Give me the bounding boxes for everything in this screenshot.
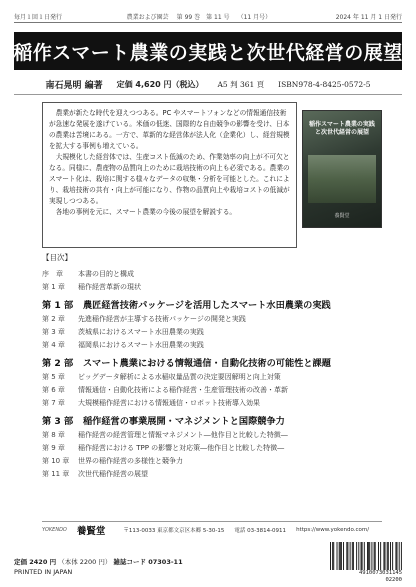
barcode-bar	[362, 542, 363, 570]
chapter-title: 先進稲作経営が主導する技術パッケージの開発と実践	[78, 314, 246, 323]
part-title: 稲作経営の事業展開・マネジメントと国際競争力	[83, 415, 285, 427]
barcode-bar	[375, 542, 376, 570]
toc-part	[42, 295, 382, 312]
chapter-number: 第 2 章	[42, 314, 65, 323]
toc-row	[42, 467, 382, 480]
barcode-bar	[350, 542, 351, 570]
barcode-bar	[383, 542, 384, 570]
barcode-bar	[369, 542, 370, 570]
publisher-url[interactable]: https://www.yokendo.com/	[296, 526, 370, 533]
toc-part	[42, 353, 382, 370]
publisher-address: 〒113-0033 東京都文京区本郷 5-30-15	[123, 527, 225, 534]
barcode-bar	[339, 542, 340, 570]
barcode-bar	[340, 542, 341, 570]
chapter-number: 第 9 章	[42, 443, 65, 452]
title-banner	[14, 32, 402, 70]
publisher-info	[42, 521, 382, 535]
magazine-price: 定価 2420 円	[14, 558, 57, 566]
chapter-number: 第 1 章	[42, 282, 65, 291]
barcode-bar	[371, 542, 372, 570]
barcode-bar	[380, 542, 381, 570]
barcode-number	[330, 570, 402, 584]
issue-month: （11 月号）	[237, 14, 272, 21]
book-meta	[14, 77, 402, 91]
printed-in: PRINTED IN JAPAN	[14, 568, 73, 576]
book-format: A5 判 361 頁	[217, 79, 265, 89]
price-detail: （本体 2200 円）	[58, 558, 112, 566]
barcode-addon-digits: 02200	[385, 577, 402, 583]
chapter-title: 本書の目的と構成	[78, 269, 134, 278]
barcode-bar	[368, 542, 369, 570]
table-of-contents	[42, 252, 382, 480]
barcode-bar	[397, 542, 398, 570]
toc-row	[42, 267, 382, 280]
barcode-bar	[374, 542, 375, 570]
description-paragraph: 大規模化した経営体では、生産コスト低減のため、作業効率の向上が不可欠となる。同様に、農産物の品質向上のために栽培技術の向上も必須である。農業のスマート化は、栽培に関する様々なデータの収集・分析を可能とした。これにより、栽培技術の共有・向上が可能になり、作物の品質向上や栽培コストの低減が実現しつつある。	[49, 153, 290, 205]
isbn: ISBN978-4-8425-0572-5	[278, 79, 371, 89]
barcode-bar	[385, 542, 386, 570]
barcode-bar	[367, 542, 368, 570]
issue-date: 2024 年 11 月 1 日発行	[335, 14, 402, 21]
barcode-bar	[343, 542, 344, 570]
toc-row	[42, 454, 382, 467]
barcode	[330, 542, 402, 570]
toc-row	[42, 370, 382, 383]
chapter-number: 第 10 章	[42, 456, 70, 465]
barcode-bar	[347, 542, 348, 570]
toc-part	[42, 411, 382, 428]
toc-row	[42, 338, 382, 351]
barcode-bar	[341, 542, 342, 570]
chapter-number: 第 11 章	[42, 469, 70, 478]
cover-title: 稲作スマート農業の実践と次世代経営の展望	[309, 121, 375, 136]
barcode-bar	[378, 542, 379, 570]
toc-row	[42, 280, 382, 293]
barcode-bar	[387, 542, 388, 570]
publication-frequency: 毎月１回１日発行	[14, 14, 63, 21]
part-title: 農匠経営技術パッケージを活用したスマート水田農業の実践	[83, 299, 331, 311]
cover-rice-field-image	[308, 155, 376, 203]
part-number: 第 2 部	[42, 357, 74, 369]
book-cover-image	[302, 110, 382, 228]
description-paragraph: 農業が新たな時代を迎えつつある。PC やスマートフォンなどの情報通信技術が急速な発展を遂げている。米価の低迷、国際的な自由競争の影響を受け、日本の農業は苦境にある。一方で、革新的な経営体が法人化（企業化）し、経営規模を拡大する事例も増えている。	[49, 109, 290, 150]
barcode-bar	[337, 542, 338, 570]
toc-row	[42, 383, 382, 396]
book-title: 稲作スマート農業の実践と次世代経営の展望	[13, 41, 403, 64]
barcode-bar	[388, 542, 389, 570]
volume-number: 第 99 巻 第 11 号	[176, 14, 230, 21]
barcode-bar	[401, 542, 402, 570]
chapter-number: 序 章	[42, 269, 63, 278]
toc-heading: 【目次】	[42, 253, 72, 262]
barcode-bar	[395, 542, 396, 570]
description-paragraph: 各地の事例を元に、スマート農業の今後の展望を解説する。	[55, 208, 237, 216]
publisher-logo: YOKENDO	[42, 526, 67, 533]
cover-publisher: 養賢堂	[334, 213, 350, 219]
chapter-title: 福岡県におけるスマート水田農業の実践	[78, 340, 204, 349]
author: 南石晃明 編著	[45, 80, 103, 91]
book-price: 定価 4,620 円（税込）	[116, 79, 204, 89]
toc-row	[42, 428, 382, 441]
barcode-digits: 4910073031145	[358, 570, 402, 576]
chapter-number: 第 6 章	[42, 385, 65, 394]
issue-header	[14, 11, 402, 23]
toc-row	[42, 325, 382, 338]
chapter-title: 世界の稲作経営の多様性と競争力	[78, 456, 183, 465]
toc-row	[42, 312, 382, 325]
toc-row	[42, 396, 382, 409]
barcode-bar	[392, 542, 393, 570]
chapter-title: 稲作経営革新の現状	[78, 282, 141, 291]
chapter-number: 第 5 章	[42, 372, 65, 381]
barcode-bar	[356, 542, 357, 570]
journal-name: 農業および園芸	[126, 14, 169, 21]
price-block	[14, 557, 183, 577]
chapter-number: 第 7 章	[42, 398, 65, 407]
chapter-title: ビッグデータ解析による水稲収量品質の決定要因解明と向上対策	[78, 372, 281, 381]
chapter-number: 第 4 章	[42, 340, 65, 349]
chapter-title: 稲作経営における TPP の影響と対応策―他作目と比較した特徴―	[78, 443, 285, 452]
barcode-bar	[353, 542, 354, 570]
barcode-bar	[361, 542, 362, 570]
divider	[14, 94, 402, 95]
publisher-phone: 電話 03-3814-0911	[234, 527, 287, 534]
chapter-title: 茨城県におけるスマート水田農業の実践	[78, 327, 204, 336]
barcode-bar	[358, 542, 359, 570]
chapter-title: 情報通信・自動化技術による稲作経営・生産管理技術の改善・革新	[78, 385, 288, 394]
issue-info	[127, 12, 271, 21]
barcode-bar	[352, 542, 353, 570]
chapter-title: 大規模稲作経営における情報通信・ロボット技術導入効果	[78, 398, 260, 407]
price-line	[14, 557, 183, 567]
toc-row	[42, 441, 382, 454]
publisher-name: 養賢堂	[76, 525, 106, 537]
part-number: 第 1 部	[42, 299, 74, 311]
chapter-title: 次世代稲作経営の展望	[78, 469, 148, 478]
barcode-bar	[346, 542, 347, 570]
part-number: 第 3 部	[42, 415, 74, 427]
barcode-bar	[364, 542, 365, 570]
chapter-number: 第 8 章	[42, 430, 65, 439]
chapter-number: 第 3 章	[42, 327, 65, 336]
book-description	[42, 102, 297, 248]
barcode-bar	[332, 542, 333, 570]
barcode-bar	[333, 542, 334, 570]
barcode-bar	[399, 542, 400, 570]
barcode-bar	[330, 542, 331, 570]
part-title: スマート農業における情報通信・自動化技術の可能性と課題	[83, 357, 331, 369]
magazine-code: 雑誌コード 07303-11	[113, 558, 183, 566]
chapter-title: 稲作経営の経営管理と情報マネジメント―他作目と比較した特徴―	[78, 430, 288, 439]
barcode-bar	[390, 542, 391, 570]
